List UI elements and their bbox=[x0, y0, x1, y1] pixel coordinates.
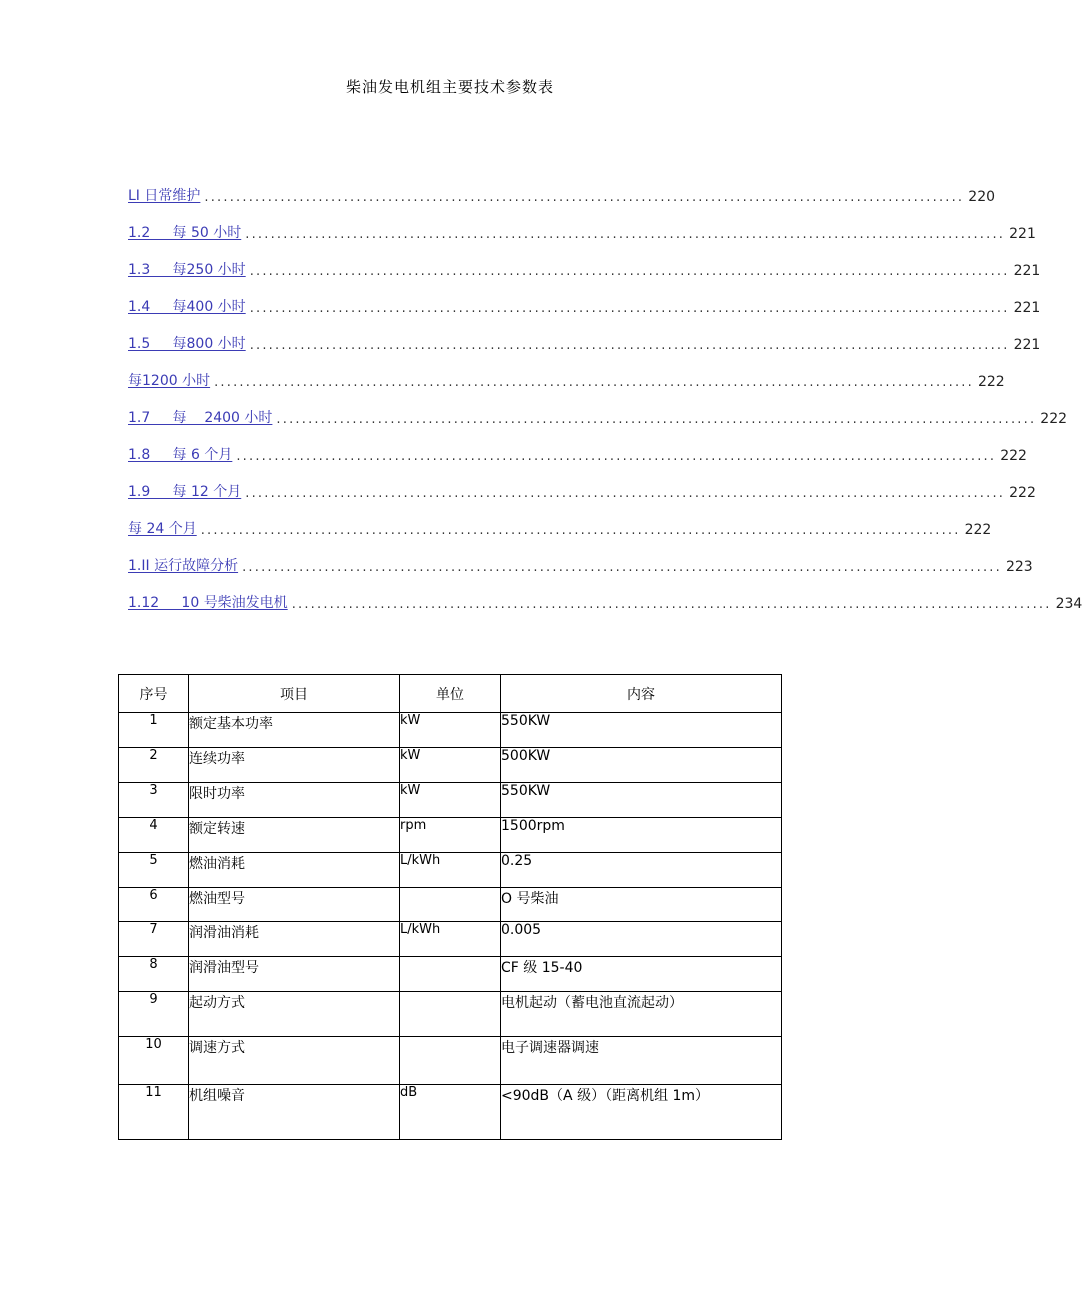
toc-page-number: 221 bbox=[1009, 226, 1036, 242]
toc-leader-dots: ........................................................................................................................ bbox=[291, 597, 1052, 612]
cell-unit bbox=[400, 888, 501, 922]
toc-page-number: 222 bbox=[1040, 411, 1068, 427]
toc-page-number: 220 bbox=[968, 189, 996, 205]
header-item: 项目 bbox=[189, 675, 400, 713]
toc-entry[interactable] bbox=[128, 538, 1033, 575]
cell-unit: kW bbox=[400, 783, 501, 818]
toc-link[interactable]: 1.9 每 12 个月 bbox=[128, 484, 242, 500]
table-header-row bbox=[119, 675, 782, 713]
table-row bbox=[119, 957, 782, 992]
cell-unit bbox=[400, 1037, 501, 1085]
table-of-contents bbox=[128, 168, 1082, 612]
toc-entry[interactable] bbox=[128, 242, 1041, 279]
toc-link[interactable]: 1.II 运行故障分析 bbox=[128, 558, 239, 574]
toc-page-number: 223 bbox=[1005, 559, 1033, 575]
cell-no: 8 bbox=[119, 957, 189, 992]
table-row bbox=[119, 888, 782, 922]
cell-unit: L/kWh bbox=[400, 922, 501, 957]
cell-item: 燃油型号 bbox=[189, 888, 400, 922]
toc-leader-dots: ........................................................................................................................ bbox=[249, 264, 1010, 279]
toc-leader-dots: ........................................................................................................................ bbox=[276, 412, 1037, 427]
cell-no: 9 bbox=[119, 992, 189, 1037]
cell-item: 机组噪音 bbox=[189, 1085, 400, 1140]
cell-content: O 号柴油 bbox=[501, 888, 782, 922]
cell-item: 润滑油消耗 bbox=[189, 922, 400, 957]
cell-no: 7 bbox=[119, 922, 189, 957]
toc-entry[interactable] bbox=[128, 501, 992, 538]
document-title: 柴油发电机组主要技术参数表 bbox=[345, 78, 554, 96]
toc-link[interactable]: 1.12 10 号柴油发电机 bbox=[128, 595, 288, 611]
toc-leader-dots: ........................................................................................................................ bbox=[249, 338, 1010, 353]
header-no: 序号 bbox=[119, 675, 189, 713]
table-row bbox=[119, 1037, 782, 1085]
table-row bbox=[119, 783, 782, 818]
toc-leader-dots: ........................................................................................................................ bbox=[236, 449, 997, 464]
toc-leader-dots: ........................................................................................................................ bbox=[200, 523, 961, 538]
table-row bbox=[119, 1085, 782, 1140]
cell-content: 0.25 bbox=[501, 853, 782, 888]
cell-no: 5 bbox=[119, 853, 189, 888]
cell-no: 6 bbox=[119, 888, 189, 922]
toc-leader-dots: ........................................................................................................................ bbox=[242, 560, 1002, 575]
toc-page-number: 221 bbox=[1013, 300, 1041, 316]
cell-content: 电子调速器调速 bbox=[501, 1037, 782, 1085]
cell-item: 额定转速 bbox=[189, 818, 400, 853]
header-content: 内容 bbox=[501, 675, 782, 713]
table-row bbox=[119, 748, 782, 783]
toc-leader-dots: ........................................................................................................................ bbox=[204, 190, 965, 205]
cell-unit bbox=[400, 957, 501, 992]
toc-link[interactable]: 1.2 每 50 小时 bbox=[128, 225, 242, 241]
spec-table bbox=[118, 674, 782, 1140]
cell-unit: kW bbox=[400, 713, 501, 748]
table-row bbox=[119, 713, 782, 748]
toc-page-number: 222 bbox=[977, 374, 1005, 390]
toc-entry[interactable] bbox=[128, 575, 1082, 612]
cell-item: 起动方式 bbox=[189, 992, 400, 1037]
toc-link[interactable]: 1.3 每250 小时 bbox=[128, 262, 246, 278]
toc-link[interactable]: 1.5 每800 小时 bbox=[128, 336, 246, 352]
cell-no: 11 bbox=[119, 1085, 189, 1140]
cell-item: 润滑油型号 bbox=[189, 957, 400, 992]
toc-entry[interactable] bbox=[128, 279, 1041, 316]
cell-item: 燃油消耗 bbox=[189, 853, 400, 888]
cell-no: 2 bbox=[119, 748, 189, 783]
cell-content: 550KW bbox=[501, 783, 782, 818]
toc-entry[interactable] bbox=[128, 464, 1036, 501]
cell-item: 额定基本功率 bbox=[189, 713, 400, 748]
toc-entry[interactable] bbox=[128, 316, 1041, 353]
toc-page-number: 221 bbox=[1013, 337, 1041, 353]
cell-content: 0.005 bbox=[501, 922, 782, 957]
cell-unit: L/kWh bbox=[400, 853, 501, 888]
cell-item: 连续功率 bbox=[189, 748, 400, 783]
toc-link[interactable]: 1.4 每400 小时 bbox=[128, 299, 246, 315]
cell-content: <90dB（A 级）（距离机组 1m） bbox=[501, 1085, 782, 1140]
toc-entry[interactable] bbox=[128, 353, 1005, 390]
toc-leader-dots: ........................................................................................................................ bbox=[245, 227, 1006, 242]
cell-content: CF 级 15-40 bbox=[501, 957, 782, 992]
cell-no: 3 bbox=[119, 783, 189, 818]
table-row bbox=[119, 922, 782, 957]
table-row bbox=[119, 818, 782, 853]
cell-content: 500KW bbox=[501, 748, 782, 783]
cell-no: 10 bbox=[119, 1037, 189, 1085]
toc-entry[interactable] bbox=[128, 205, 1036, 242]
cell-item: 限时功率 bbox=[189, 783, 400, 818]
cell-no: 1 bbox=[119, 713, 189, 748]
toc-entry[interactable] bbox=[128, 168, 996, 205]
cell-unit: kW bbox=[400, 748, 501, 783]
cell-content: 电机起动（蓄电池直流起动） bbox=[501, 992, 782, 1037]
toc-link[interactable]: 每1200 小时 bbox=[128, 373, 211, 389]
toc-entry[interactable] bbox=[128, 390, 1068, 427]
header-unit: 单位 bbox=[400, 675, 501, 713]
cell-unit bbox=[400, 992, 501, 1037]
toc-page-number: 234 bbox=[1055, 596, 1082, 612]
toc-leader-dots: ........................................................................................................................ bbox=[245, 486, 1006, 501]
toc-leader-dots: ........................................................................................................................ bbox=[214, 375, 974, 390]
cell-unit: rpm bbox=[400, 818, 501, 853]
table-row bbox=[119, 853, 782, 888]
toc-page-number: 222 bbox=[1009, 485, 1036, 501]
toc-link[interactable]: 1.8 每 6 个月 bbox=[128, 447, 233, 463]
toc-page-number: 222 bbox=[964, 522, 992, 538]
cell-content: 1500rpm bbox=[501, 818, 782, 853]
toc-page-number: 221 bbox=[1013, 263, 1041, 279]
toc-entry[interactable] bbox=[128, 427, 1027, 464]
toc-leader-dots: ........................................................................................................................ bbox=[249, 301, 1010, 316]
toc-link[interactable]: LI 日常维护 bbox=[128, 188, 201, 204]
cell-unit: dB bbox=[400, 1085, 501, 1140]
cell-item: 调速方式 bbox=[189, 1037, 400, 1085]
table-row bbox=[119, 992, 782, 1037]
cell-no: 4 bbox=[119, 818, 189, 853]
cell-content: 550KW bbox=[501, 713, 782, 748]
toc-page-number: 222 bbox=[1000, 448, 1027, 464]
toc-link[interactable]: 1.7 每 2400 小时 bbox=[128, 410, 273, 426]
toc-link[interactable]: 每 24 个月 bbox=[128, 521, 197, 537]
